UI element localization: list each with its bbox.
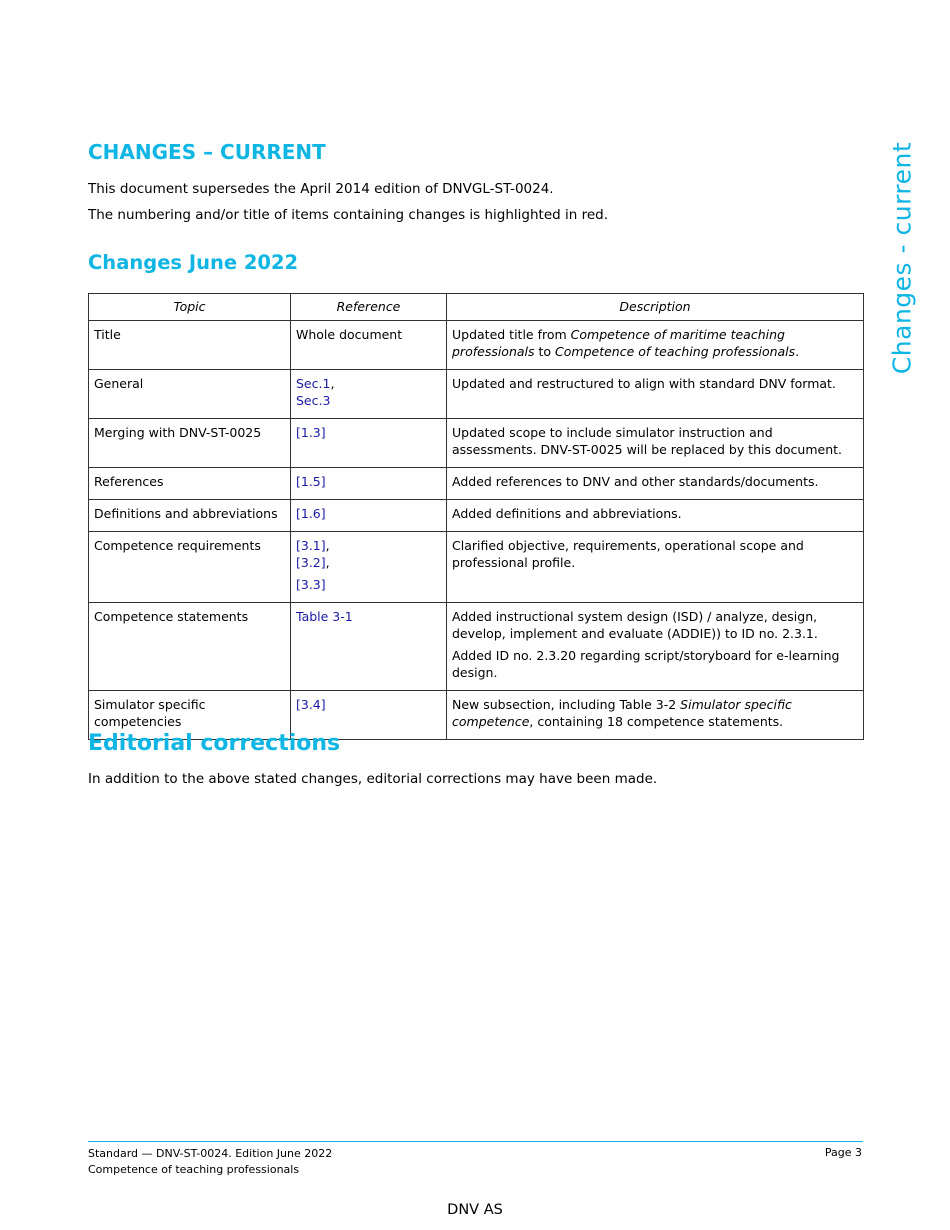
description-paragraph: Added ID no. 2.3.20 regarding script/storyboard for e-learning design.	[452, 648, 840, 680]
cell-reference	[291, 603, 447, 691]
reference-link[interactable]: [1.5]	[296, 474, 326, 489]
section-heading-editorial: Editorial corrections	[88, 731, 341, 756]
footer-page-number: Page 3	[824, 1146, 862, 1159]
column-header-reference: Reference	[291, 294, 447, 321]
footer-divider	[88, 1141, 863, 1142]
reference-link[interactable]: Sec.3	[296, 393, 331, 408]
cell-topic: References	[89, 468, 291, 500]
cell-reference	[291, 321, 447, 370]
reference-link[interactable]: [3.1],	[296, 538, 330, 553]
intro-text-note: The numbering and/or title of items containing changes is highlighted in red.	[88, 207, 609, 223]
description-paragraph: Updated and restructured to align with standard DNV format.	[452, 376, 836, 391]
reference-link[interactable]: [3.2],	[296, 555, 330, 570]
editorial-text: In addition to the above stated changes, editorial corrections may have been made.	[88, 771, 658, 787]
column-header-description: Description	[447, 294, 864, 321]
reference-text: Whole document	[296, 327, 403, 342]
cell-reference	[291, 370, 447, 419]
cell-reference	[291, 419, 447, 468]
description-paragraph: New subsection, including Table 3-2 Simulator specific competence, containing 18 competence statements.	[452, 697, 792, 729]
table-row	[89, 603, 864, 691]
cell-description	[447, 468, 864, 500]
cell-description	[447, 603, 864, 691]
description-paragraph: Added definitions and abbreviations.	[452, 506, 682, 521]
table-row	[89, 419, 864, 468]
section-heading-changes: Changes June 2022	[88, 251, 299, 274]
cell-description	[447, 500, 864, 532]
table-row	[89, 532, 864, 603]
cell-topic: Title	[89, 321, 291, 370]
footer-company: DNV AS	[447, 1202, 503, 1218]
cell-description	[447, 419, 864, 468]
description-paragraph: Updated scope to include simulator instruction and assessments. DNV-ST-0025 will be replaced by this document.	[452, 425, 843, 457]
description-paragraph: Added instructional system design (ISD) / analyze, design, develop, implement and evaluate (ADDIE)) to ID no. 2.3.1.	[452, 609, 818, 641]
cell-description	[447, 321, 864, 370]
side-tab-label: Changes - current	[887, 141, 917, 375]
description-paragraph: Clarified objective, requirements, operational scope and professional profile.	[452, 538, 804, 570]
cell-topic: General	[89, 370, 291, 419]
changes-table	[88, 293, 864, 740]
footer-document-info	[88, 1146, 332, 1178]
table-header-row	[89, 294, 864, 321]
table-row	[89, 500, 864, 532]
description-paragraph: Added references to DNV and other standards/documents.	[452, 474, 819, 489]
cell-topic: Simulator specific competencies	[89, 691, 291, 740]
table-row	[89, 370, 864, 419]
reference-link[interactable]: Sec.1,	[296, 376, 335, 391]
cell-topic: Merging with DNV-ST-0025	[89, 419, 291, 468]
reference-link[interactable]: [3.3]	[296, 577, 326, 592]
reference-link[interactable]: [1.3]	[296, 425, 326, 440]
footer-standard: Standard — DNV-ST-0024. Edition June 2022	[88, 1147, 333, 1160]
page-heading: CHANGES – CURRENT	[88, 140, 326, 164]
cell-reference	[291, 500, 447, 532]
cell-description	[447, 691, 864, 740]
table-row	[89, 321, 864, 370]
cell-description	[447, 370, 864, 419]
cell-reference	[291, 468, 447, 500]
cell-reference	[291, 532, 447, 603]
cell-description	[447, 532, 864, 603]
footer-title: Competence of teaching professionals	[88, 1163, 300, 1176]
cell-topic: Competence requirements	[89, 532, 291, 603]
reference-link[interactable]: [1.6]	[296, 506, 326, 521]
reference-link[interactable]: [3.4]	[296, 697, 326, 712]
table-row	[89, 468, 864, 500]
column-header-topic: Topic	[89, 294, 291, 321]
intro-text: This document supersedes the April 2014 edition of DNVGL-ST-0024.	[88, 181, 554, 197]
description-paragraph: Updated title from Competence of maritime teaching professionals to Competence of teaching professionals.	[452, 327, 800, 359]
cell-topic: Competence statements	[89, 603, 291, 691]
cell-topic: Definitions and abbreviations	[89, 500, 291, 532]
reference-link[interactable]: Table 3-1	[296, 609, 353, 624]
